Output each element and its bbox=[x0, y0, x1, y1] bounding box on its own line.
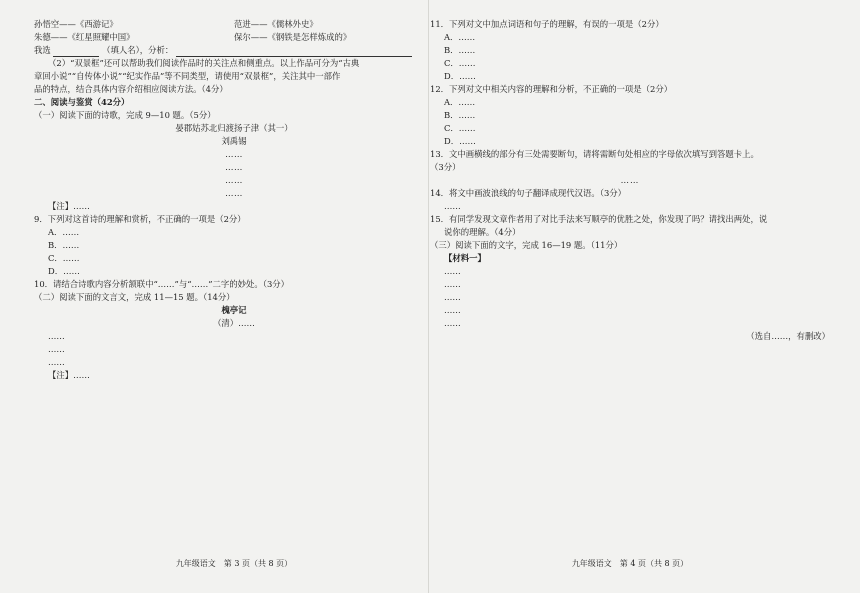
question-10: 10．请结合诗歌内容分析颔联中“……”与“……”二字的妙处。（3分） bbox=[34, 279, 290, 290]
poem-line: …… bbox=[225, 149, 243, 160]
question-15-cont: 说你的理解。（4分） bbox=[444, 227, 521, 238]
page-3 bbox=[34, 18, 434, 578]
poem-title: 晏郡姑苏北归渡扬子津（其一） bbox=[175, 123, 293, 134]
q2-line: 章回小说”“自传体小说”“纪实作品”等不同类型，请使用“双景框”，关注其中一部作 bbox=[34, 71, 341, 82]
q2-line: 品的特点，结合具体内容介绍相应阅读方法。（4分） bbox=[34, 84, 228, 95]
q9-option: C．…… bbox=[48, 253, 80, 264]
works-row-2 bbox=[34, 31, 434, 44]
q14-sentence: …… bbox=[444, 201, 461, 212]
page-footer: 九年级语文 第 4 页（共 8 页） bbox=[571, 558, 689, 568]
work-entry: 范进——《儒林外史》 bbox=[234, 19, 318, 29]
work-entry: 朱德——《红星照耀中国》 bbox=[34, 32, 135, 43]
page-4 bbox=[430, 18, 830, 578]
poem-line: …… bbox=[225, 162, 243, 173]
material-paragraph: …… bbox=[444, 305, 461, 316]
q11-option: C．…… bbox=[444, 58, 476, 69]
work-entry: 保尔——《钢铁是怎样炼成的》 bbox=[234, 32, 352, 43]
question-15: 15．有同学发现文章作者用了对比手法来写顺亭的优胜之处，你发现了吗？请找出两处，说 bbox=[430, 214, 768, 225]
material-paragraph: …… bbox=[444, 292, 461, 303]
essay-note: 【注】…… bbox=[48, 370, 90, 381]
q12-option: D．…… bbox=[444, 136, 476, 147]
section-title: 二、阅读与鉴赏（42分） bbox=[34, 97, 130, 108]
poem-line: …… bbox=[225, 188, 243, 199]
material-paragraph: …… bbox=[444, 318, 461, 329]
q12-option: A．…… bbox=[444, 97, 476, 108]
poem-line: …… bbox=[225, 175, 243, 186]
choice-middle: （填人名），分析： bbox=[102, 45, 174, 56]
question-14: 14．将文中画波浪线的句子翻译成现代汉语。（3分） bbox=[430, 188, 627, 199]
subsection-title: （一）阅读下面的诗歌，完成 9—10 题。（5分） bbox=[34, 110, 216, 121]
essay-title: 槐亭记 bbox=[221, 305, 247, 316]
q2-line: （2）“双景框”还可以帮助我们阅读作品时的关注点和侧重点。以上作品可分为“古典 bbox=[48, 58, 360, 69]
name-blank[interactable] bbox=[53, 47, 99, 57]
q9-option: D．…… bbox=[48, 266, 80, 277]
q11-option: A．…… bbox=[444, 32, 476, 43]
q11-option: B．…… bbox=[444, 45, 476, 56]
poem-note: 【注】…… bbox=[48, 201, 90, 212]
essay-author: （清）…… bbox=[213, 318, 255, 329]
q12-option: B．…… bbox=[444, 110, 476, 121]
material-paragraph: …… bbox=[444, 279, 461, 290]
question-12: 12．下列对文中相关内容的理解和分析，不正确的一项是（2分） bbox=[430, 84, 673, 95]
page-footer: 九年级语文 第 3 页（共 8 页） bbox=[175, 558, 293, 568]
material-source: （选自……，有删改） bbox=[746, 331, 830, 342]
material-title: 【材料一】 bbox=[444, 253, 486, 264]
subsection-title: （三）阅读下面的文字，完成 16—19 题。（11分） bbox=[430, 240, 623, 251]
subsection-title: （二）阅读下面的文言文，完成 11—15 题。（14分） bbox=[34, 292, 235, 303]
q9-option: B．…… bbox=[48, 240, 80, 251]
question-13: 13．文中画横线的部分有三处需要断句，请将需断句处相应的字母依次填写到答题卡上。 bbox=[430, 149, 759, 160]
q9-option: A．…… bbox=[48, 227, 80, 238]
choice-prefix: 我选 bbox=[34, 45, 51, 56]
choice-line bbox=[34, 44, 434, 57]
material-paragraph: …… bbox=[444, 266, 461, 277]
essay-paragraph: …… bbox=[48, 344, 65, 355]
works-row-1 bbox=[34, 18, 434, 31]
essay-paragraph: …… bbox=[48, 357, 65, 368]
q12-option: C．…… bbox=[444, 123, 476, 134]
question-9: 9．下列对这首诗的理解和赏析，不正确的一项是（2分） bbox=[34, 214, 246, 225]
essay-paragraph: …… bbox=[48, 331, 65, 342]
poem-author: 刘禹锡 bbox=[221, 136, 247, 147]
q11-option: D．…… bbox=[444, 71, 476, 82]
q13-score: （3分） bbox=[430, 162, 461, 173]
analysis-blank[interactable] bbox=[176, 47, 412, 57]
question-11: 11．下列对文中加点词语和句子的理解，有误的一项是（2分） bbox=[430, 19, 664, 29]
work-entry: 孙悟空——《西游记》 bbox=[34, 19, 118, 29]
q13-sentence: …… bbox=[620, 175, 640, 186]
